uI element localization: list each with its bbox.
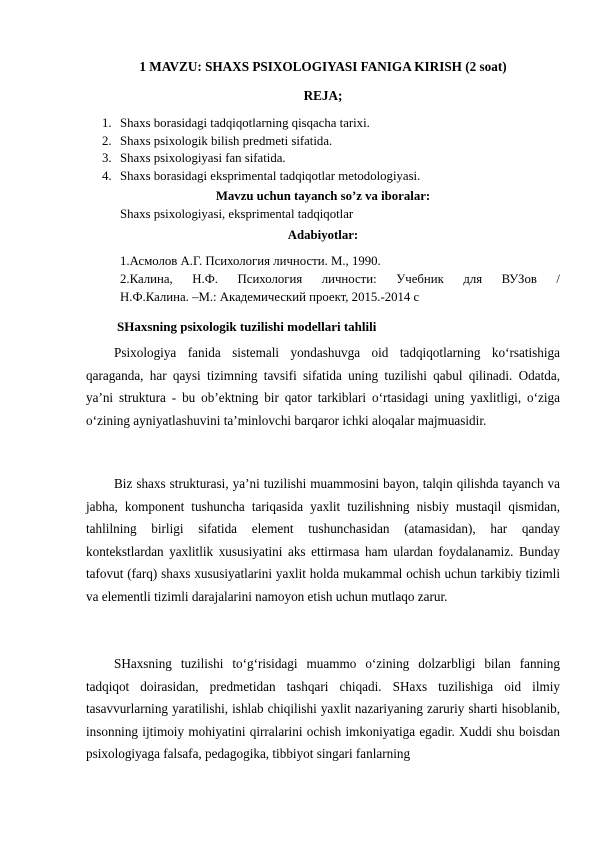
- keywords-heading: Mavzu uchun tayanch so’z va iboralar:: [215, 189, 431, 203]
- paragraph: SHaxsning tuzilishi to‘g‘risidagi muammo o‘zining dolzarbligi bilan fanning tadqiqot doirasidan, predmetidan tashqari chiqadi. SHaxs tuzilishiga oid ilmiy tasavvurlarning yaratilishi, ishlab chiqilishi yaxlit nazariyaning zaruriy sharti hisoblanib, insonning ijtimoiy mohiyatini qirralarini ochish imkoniyatiga egadir. Xuddi shu boisdan psixologiyaga falsafa, pedagogika, tibbiyot singari fanlarning: [86, 656, 560, 762]
- list-item-number: 3.: [102, 151, 112, 166]
- plan-list: [102, 115, 532, 185]
- list-item-text: Shaxs psixologiyasi fan sifatida.: [120, 151, 286, 166]
- literature-item: 2.Калина, Н.Ф. Психология личности: Учебник для ВУЗов /: [120, 272, 560, 286]
- list-item-number: 1.: [102, 116, 112, 130]
- section-title: SHaxsning psixologik tuzilishi modellari tahlili: [117, 319, 377, 334]
- list-item: [102, 168, 532, 186]
- paragraph: Biz shaxs strukturasi, ya’ni tuzilishi muammosini bayon, talqin qilishda tayanch va jabha, komponent tushuncha tariqasida yaxlit tuzilishning nisbiy mustaqil qismidan, tahlilning birligi sifatida element tushunchasidan (atamasidan), har qanday kontekstlardan yaxlitlik xususiyatini aks ettirmasa ham ulardan foydalanamiz. Bunday tafovut (farq) shaxs xususiyatlarini yaxlit holda mukammal ochish uchun tarkibiy tizimli va elementli tizimli darajalarini namoyon etish uchun mutlaqo zarur.: [86, 476, 560, 604]
- keywords-text: Shaxs psixologiyasi, eksprimental tadqiqotlar: [120, 207, 354, 221]
- page-title: 1 MAVZU: SHAXS PSIXOLOGIYASI FANIGA KIRISH (2 soat): [139, 59, 507, 74]
- list-item: [102, 133, 532, 151]
- literature-list: [120, 252, 560, 306]
- literature-item-continued: Н.Ф.Калина. –М.: Академический проект, 2015.-2014 с: [120, 290, 420, 304]
- list-item-number: 2.: [102, 133, 112, 148]
- list-item-text: Shaxs psixologik bilish predmeti sifatida.: [120, 133, 333, 148]
- plan-heading: REJA;: [303, 88, 343, 103]
- list-item: [102, 150, 532, 168]
- paragraph: Psixologiya fanida sistemali yondashuvga oid tadqiqotlarning ko‘rsatishiga qaraganda, har qaysi tizimning tavsifi sifatida uning tuzilishi qabul qilinadi. Odatda, ya’ni struktura - bu ob’ektning bir qator tarkiblari o‘rtasidagi uning yaxlitligi, o‘ziga o‘zining ayniyatlashuvini ta’minlovchi barqaror ichki aloqalar majmuasidir.: [86, 345, 560, 428]
- list-item-text: Shaxs borasidagi eksprimental tadqiqotlar metodologiyasi.: [120, 168, 421, 183]
- list-item-number: 4.: [102, 168, 112, 183]
- list-item: [102, 115, 532, 133]
- literature-item: 1.Асмолов А.Г. Психология личности. М., 1990.: [120, 254, 381, 268]
- literature-heading: Adabiyotlar:: [287, 228, 359, 242]
- list-item-text: Shaxs borasidagi tadqiqotlarning qisqacha tarixi.: [120, 116, 370, 130]
